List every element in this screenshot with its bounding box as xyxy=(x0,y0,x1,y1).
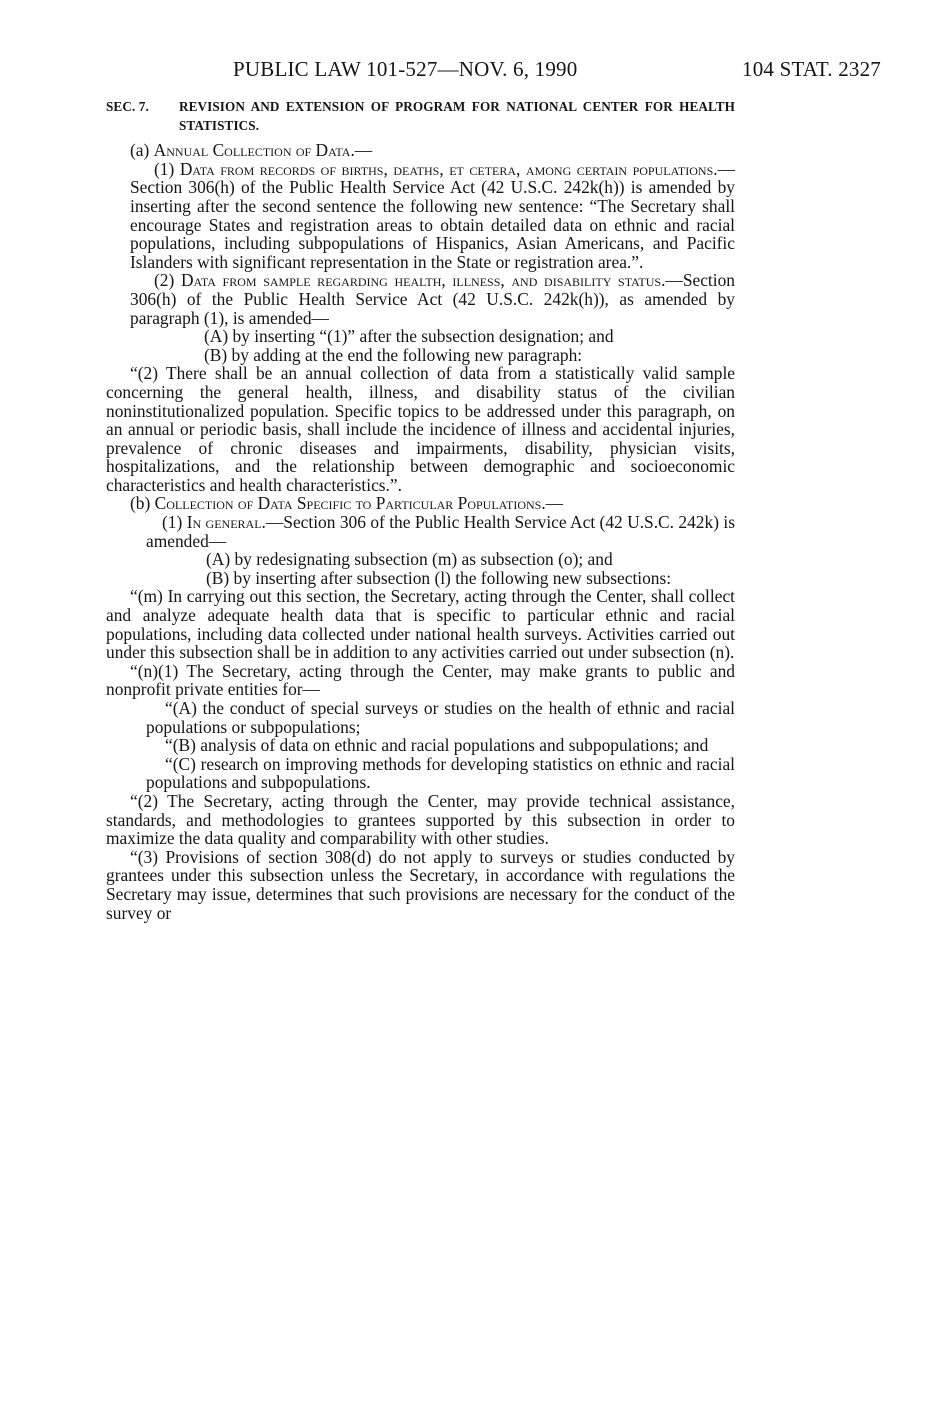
quoted-paragraph-2: “(2) There shall be an annual collection of data from a statistically valid sample concerning the general health, illness, and disability status of the civilian noninstitutionalized population. Specific topics to be addressed under this paragraph, on an annual or periodic basis, shall include the incidence of illness and accidental injuries, prevalence of chronic diseases and impairments, disability, physician visits, hospitalizations, and the relationship between demographic and socioeconomic characteristics and health characteristics.”. xyxy=(106,363,735,495)
paragraph-a1-heading: Data from records of births, deaths, et cetera, among certain populations. xyxy=(179,158,718,179)
clause-a2-B: (B) by adding at the end the following new paragraph: xyxy=(204,344,583,365)
paragraph-b1: (1) In general.—Section 306 of the Public Health Service Act (42 U.S.C. 242k) is amended— xyxy=(146,512,735,551)
quoted-subsection-n1: “(n)(1) The Secretary, acting through the Center, may make grants to public and nonprofit private entities for— xyxy=(106,660,735,700)
subsection-a-heading: (a) Annual Collection of Data.— xyxy=(130,140,373,161)
subsection-b-title: Collection of Data Specific to Particular Populations.— xyxy=(154,493,564,514)
quoted-clause-n-B: “(B) analysis of data on ethnic and racial populations and subpopulations; and xyxy=(165,735,709,756)
header-law-citation: PUBLIC LAW 101-527—NOV. 6, 1990 xyxy=(233,57,578,81)
paragraph-a1: (1) Data from records of births, deaths, et cetera, among certain populations.—Section 306(h) of the Public Health Service Act (42 U.S.C. 242k(h)) is amended by inserting after the second sentence the following new sentence: “The Secretary shall encourage States and registration areas to obtain detailed data on ethnic and racial populations, including subpopulations of Hispanics, Asian Americans, and Pacific Islanders with significant representation in the State or registration area.”. xyxy=(130,158,735,272)
paragraph-b1-heading: In general. xyxy=(186,512,266,533)
section-number: SEC. 7. xyxy=(106,99,149,114)
paragraph-b1-text: —Section 306 of the Public Health Service Act (42 U.S.C. 242k) is amended— xyxy=(146,512,735,551)
quoted-subsection-n3: “(3) Provisions of section 308(d) do not apply to surveys or studies conducted by grantees under this subsection unless the Secretary, in accordance with regulations the Secretary may issue, determines that such provisions are necessary for the conduct of the survey or xyxy=(106,846,735,923)
section-heading xyxy=(106,98,735,135)
quoted-clause-n-A: “(A) the conduct of special surveys or studies on the health of ethnic and racial populations or subpopulations; xyxy=(146,698,735,737)
clause-a2-A: (A) by inserting “(1)” after the subsection designation; and xyxy=(204,326,614,347)
paragraph-a1-text: —Section 306(h) of the Public Health Service Act (42 U.S.C. 242k(h)) is amended by inserting after the second sentence the following new sentence: “The Secretary shall encourage States and registration areas to obtain detailed data on ethnic and racial populations, including subpopulations of Hispanics, Asian Americans, and Pacific Islanders with significant representation in the State or registration area.”. xyxy=(130,158,735,272)
subsection-b-heading: (b) Collection of Data Specific to Particular Populations.— xyxy=(130,493,564,514)
statute-text xyxy=(106,98,735,922)
running-header xyxy=(106,56,881,82)
paragraph-a2: (2) Data from sample regarding health, illness, and disability status.—Section 306(h) of the Public Health Service Act (42 U.S.C. 242k(h)), as amended by paragraph (1), is amended— xyxy=(130,270,735,328)
section-title: REVISION AND EXTENSION OF PROGRAM FOR NATIONAL CENTER FOR HEALTH STATISTICS. xyxy=(179,99,735,133)
header-stat-page: 104 STAT. 2327 xyxy=(742,57,881,81)
paragraph-a2-heading: Data from sample regarding health, illness, and disability status. xyxy=(180,270,666,291)
quoted-clause-n-C: “(C) research on improving methods for developing statistics on ethnic and racial populations and subpopulations. xyxy=(146,753,735,793)
quoted-subsection-m: “(m) In carrying out this section, the Secretary, acting through the Center, shall collect and analyze adequate health data that is specific to particular ethnic and racial populations, including data collected under national health surveys. Activities carried out under this subsection shall be in addition to any activities carried out under subsection (n). xyxy=(106,586,735,663)
clause-b1-A: (A) by redesignating subsection (m) as subsection (o); and xyxy=(206,549,613,570)
quoted-subsection-n2: “(2) The Secretary, acting through the Center, may provide technical assistance, standards, and methodologies to grantees supported by this subsection in order to maximize the data quality and comparability with other studies. xyxy=(106,790,735,849)
paragraph-a2-text: —Section 306(h) of the Public Health Service Act (42 U.S.C. 242k(h)), as amended by paragraph (1), is amended— xyxy=(130,270,735,328)
subsection-a-title: Annual Collection of Data.— xyxy=(153,140,373,161)
clause-b1-B: (B) by inserting after subsection (l) the following new subsections: xyxy=(206,567,672,588)
